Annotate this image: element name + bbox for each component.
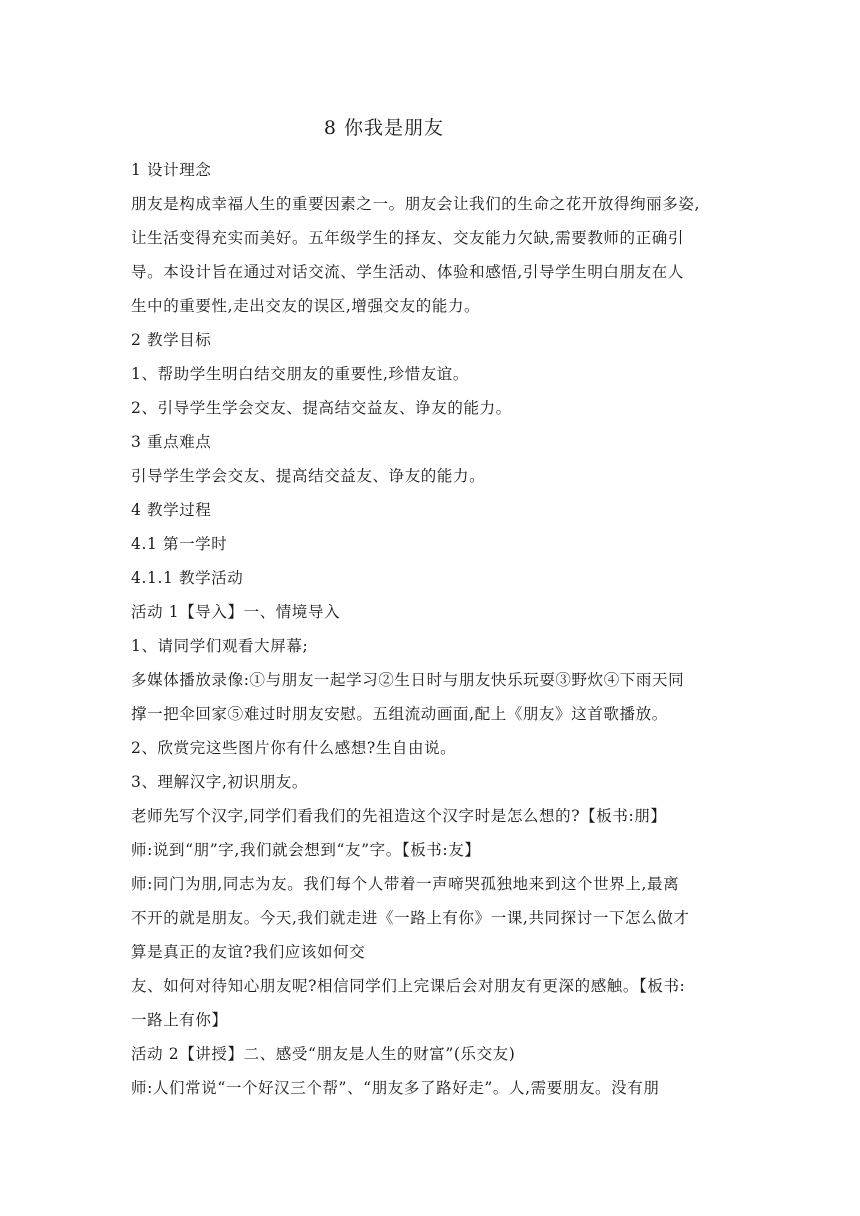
paragraph-line: 2、欣赏完这些图片你有什么感想?生自由说。 [131, 739, 457, 757]
subsection-heading-activities: 4.1.1 教学活动 [131, 569, 244, 587]
paragraph-line: 让生活变得充实而美好。五年级学生的择友、交友能力欠缺,需要教师的正确引 [131, 229, 684, 247]
paragraph-line: 2、引导学生学会交友、提高结交益友、诤友的能力。 [131, 399, 512, 417]
paragraph-line: 撑一把伞回家⑤难过时朋友安慰。五组流动画面,配上《朋友》这首歌播放。 [131, 705, 668, 723]
section-heading-key-points: 3 重点难点 [131, 433, 212, 451]
paragraph-line: 师:同门为朋,同志为友。我们每个人带着一声啼哭孤独地来到这个世界上,最离 [131, 875, 680, 893]
paragraph-line: 朋友是构成幸福人生的重要因素之一。朋友会让我们的生命之花开放得绚丽多姿, [131, 195, 701, 213]
paragraph-line: 不开的就是朋友。今天,我们就走进《一路上有你》一课,共同探讨一下怎么做才 [131, 909, 690, 927]
section-heading-design-concept: 1 设计理念 [131, 161, 212, 179]
activity-heading: 活动 2【讲授】二、感受“朋友是人生的财富”(乐交友) [131, 1045, 516, 1063]
paragraph-line: 一路上有你】 [131, 1011, 228, 1029]
paragraph-line: 友、如何对待知心朋友呢?相信同学们上完课后会对朋友有更深的感触。【板书: [131, 977, 686, 995]
paragraph-line: 1、请同学们观看大屏幕; [131, 637, 309, 655]
paragraph-line: 3、理解汉字,初识朋友。 [131, 773, 308, 791]
document-title: 8 你我是朋友 [323, 117, 445, 139]
paragraph-line: 老师先写个汉字,同学们看我们的先祖造这个汉字时是怎么想的?【板书:朋】 [131, 807, 667, 825]
paragraph-line: 引导学生学会交友、提高结交益友、诤友的能力。 [131, 467, 486, 485]
paragraph-line: 导。本设计旨在通过对话交流、学生活动、体验和感悟,引导学生明白朋友在人 [131, 263, 684, 281]
paragraph-line: 1、帮助学生明白结交朋友的重要性,珍惜友谊。 [131, 365, 469, 383]
subsection-heading-first-period: 4.1 第一学时 [131, 535, 228, 553]
section-heading-teaching-goals: 2 教学目标 [131, 331, 212, 349]
activity-heading: 活动 1【导入】一、情境导入 [131, 603, 341, 621]
paragraph-line: 师:说到“朋”字,我们就会想到“友”字。【板书:友】 [131, 841, 481, 859]
document-body [131, 153, 743, 1105]
paragraph-line: 生中的重要性,走出交友的误区,增强交友的能力。 [131, 297, 481, 315]
paragraph-line: 师:人们常说“一个好汉三个帮”、“朋友多了路好走”。人,需要朋友。没有朋 [131, 1079, 660, 1097]
paragraph-line: 多媒体播放录像:①与朋友一起学习②生日时与朋友快乐玩耍③野炊④下雨天同 [131, 671, 685, 689]
paragraph-line: 算是真正的友谊?我们应该如何交 [131, 943, 366, 961]
section-heading-teaching-process: 4 教学过程 [131, 501, 212, 519]
